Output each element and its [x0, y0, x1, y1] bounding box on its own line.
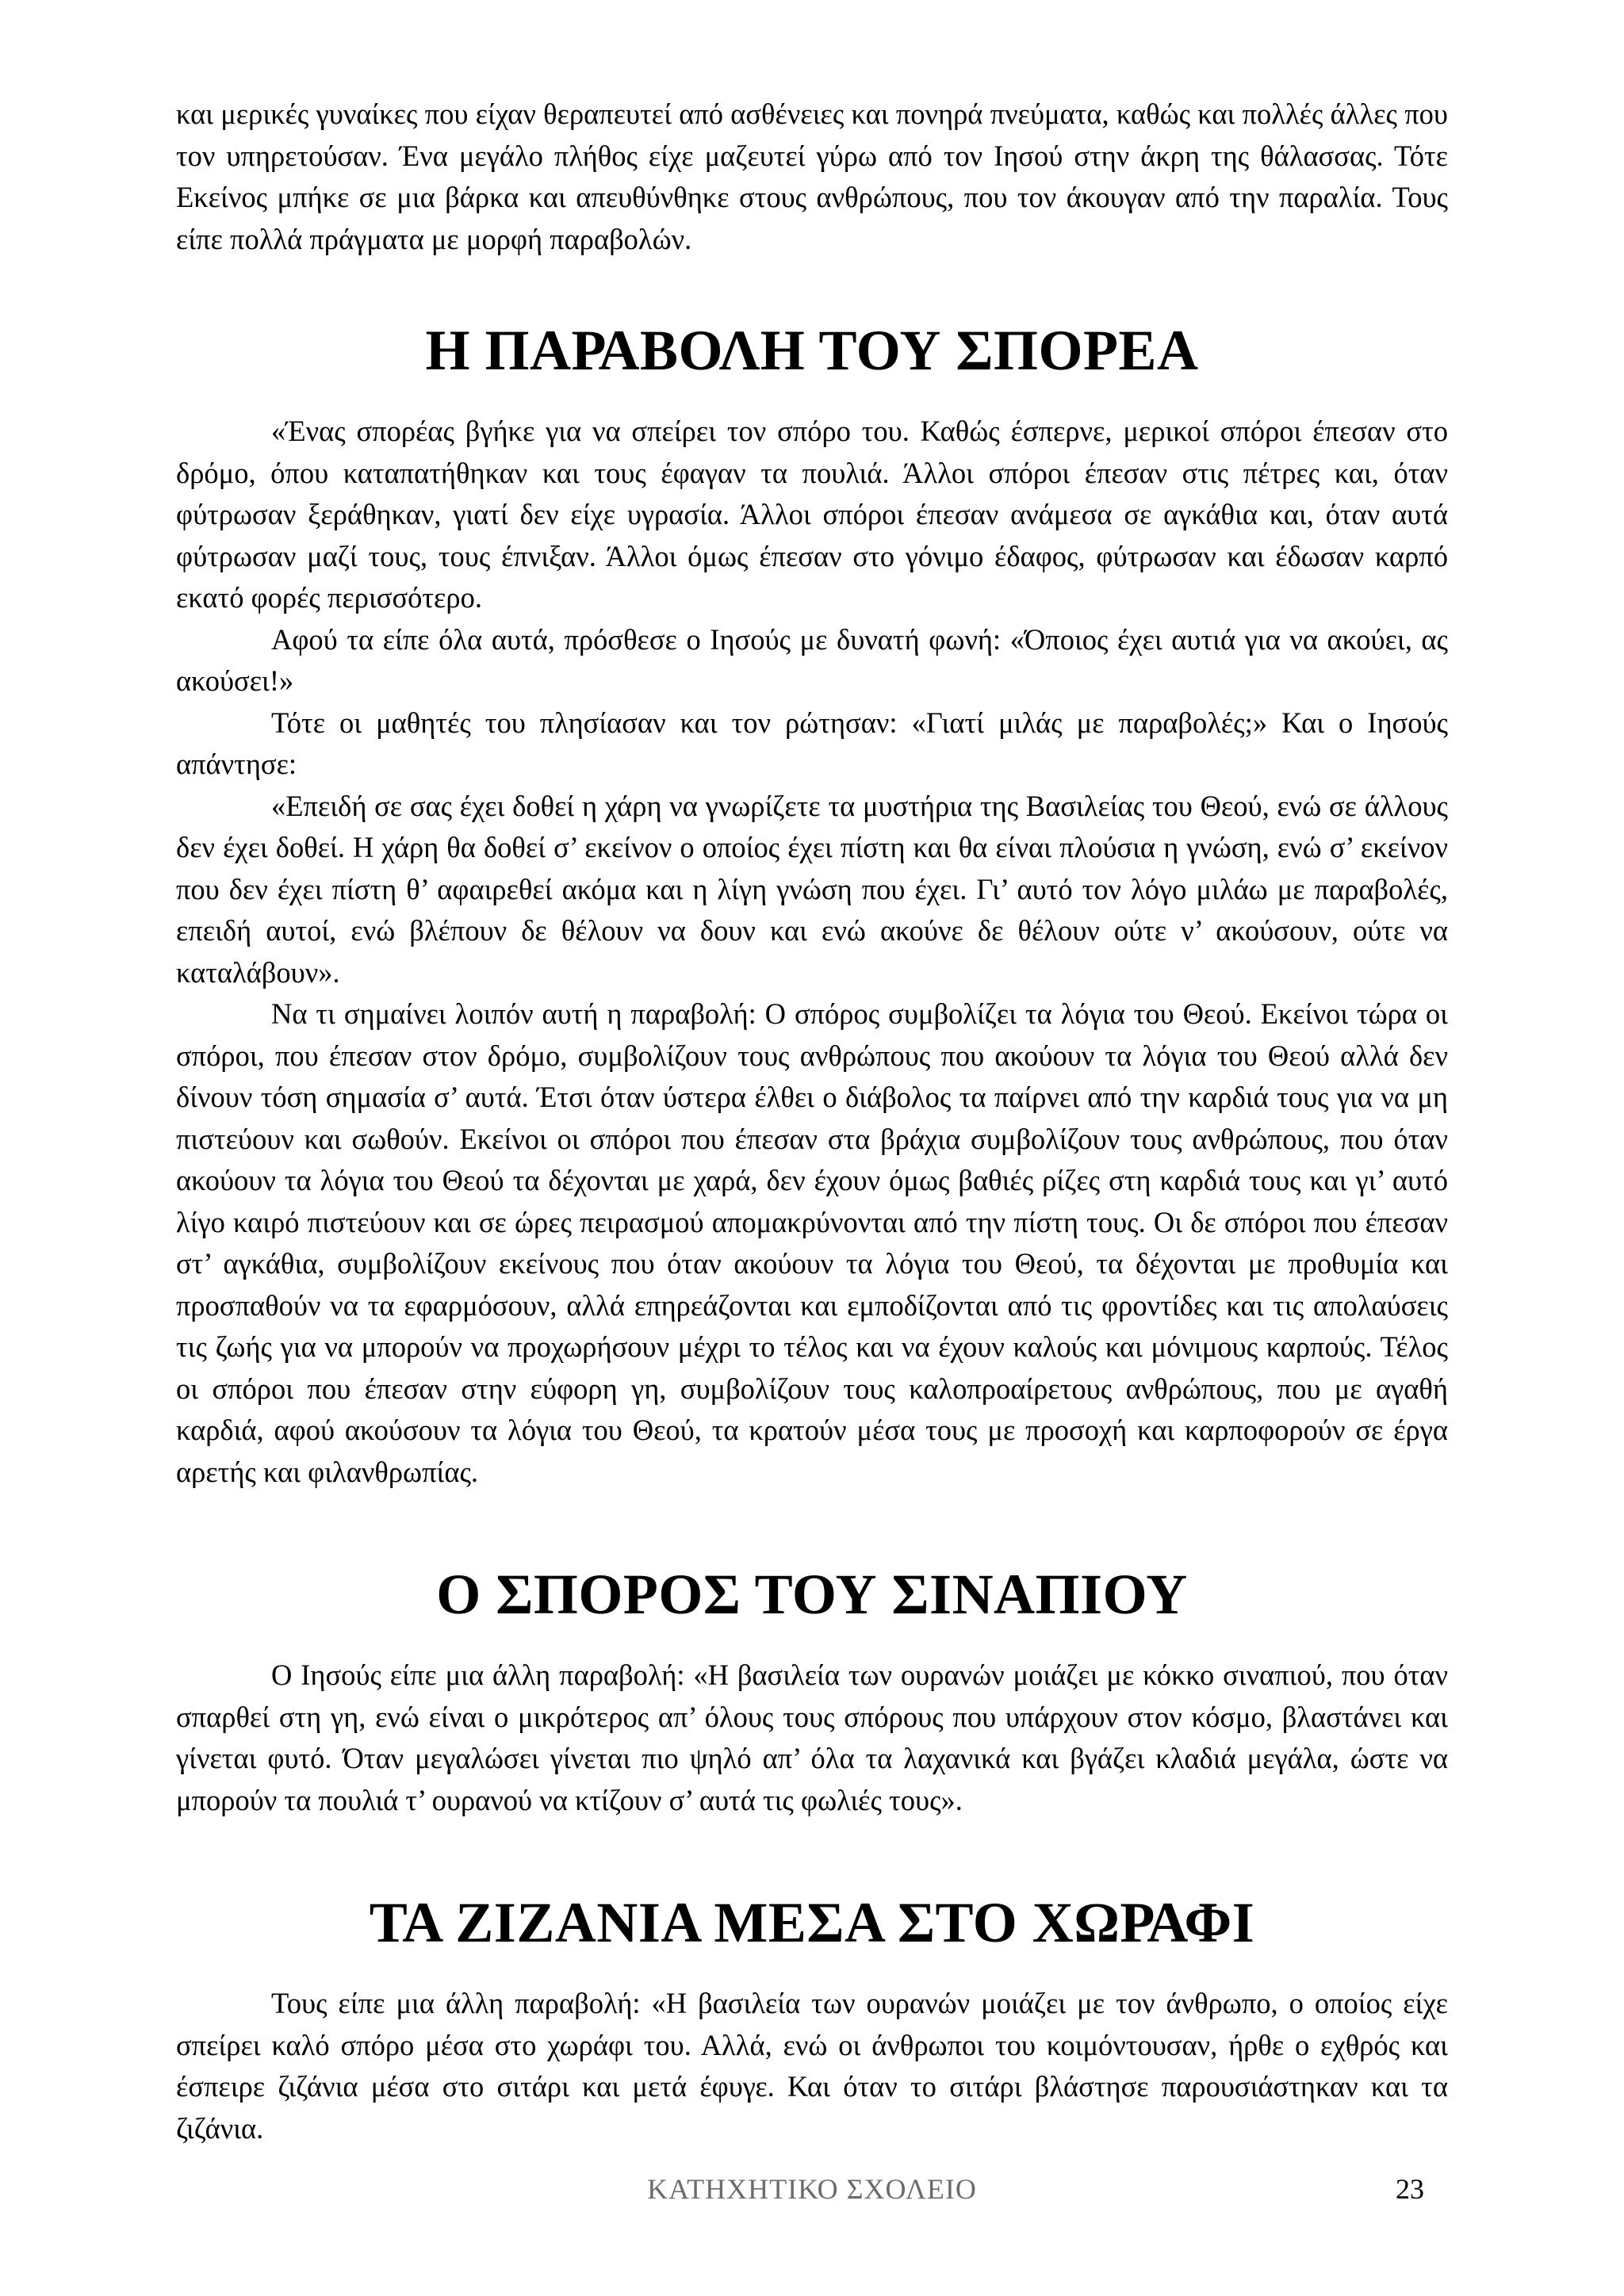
section-title-sower: Η ΠΑΡΑΒΟΛΗ ΤΟΥ ΣΠΟΡΕΑ: [425, 319, 1199, 382]
intro-paragraph: και μερικές γυναίκες που είχαν θεραπευτεί από ασθένειες και πονηρά πνεύματα, καθώς και πολλές άλλες που τον υπηρετούσαν. Ένα μεγάλο πλήθος είχε μαζευτεί γύρω από τον Ιησού στην άκρη της θάλασσας. Τότε Εκείνος μπήκε σε μια βάρκα και απευθύνθηκε στους ανθρώπους, που τον άκουγαν από την παραλία. Τους είπε πολλά πράγματα με μορφή παραβολών.: [176, 98, 1448, 255]
sower-paragraph-3: Τότε οι μαθητές του πλησίασαν και τον ρώτησαν: «Γιατί μιλάς με παραβολές;» Και ο Ιησούς απάντησε:: [176, 706, 1448, 780]
page-content: [176, 94, 1448, 2149]
section-title-tares: ΤΑ ΖΙΖΑΝΙΑ ΜΕΣΑ ΣΤΟ ΧΩΡΑΦΙ: [369, 1891, 1255, 1954]
page-footer: [0, 2169, 1624, 2209]
section-title-mustard: Ο ΣΠΟΡΟΣ ΤΟΥ ΣΙΝΑΠΙΟΥ: [436, 1563, 1188, 1626]
page-number: 23: [1396, 2173, 1424, 2205]
mustard-paragraph-1: Ο Ιησούς είπε μια άλλη παραβολή: «Η βασιλεία των ουρανών μοιάζει με κόκκο σιναπιού, που όταν σπαρθεί στη γη, ενώ είναι ο μικρότερος απ’ όλους τους σπόρους που υπάρχουν στον κόσμο, βλαστάνει και γίνεται φυτό. Όταν μεγαλώσει γίνεται πιο ψηλό απ’ όλα τα λαχανικά και βγάζει κλαδιά μεγάλα, ώστε να μπορούν τα πουλιά τ’ ουρανού να κτίζουν σ’ αυτά τις φωλιές τους».: [176, 1659, 1448, 1816]
sower-paragraph-4: «Επειδή σε σας έχει δοθεί η χάρη να γνωρίζετε τα μυστήρια της Βασιλείας του Θεού, ενώ σε άλλους δεν έχει δοθεί. Η χάρη θα δοθεί σ’ εκείνον ο οποίος έχει πίστη και θα είναι πλούσια η γνώση, ενώ σ’ εκείνον που δεν έχει πίστη θ’ αφαιρεθεί ακόμα και η λίγη γνώση που έχει. Γι’ αυτό τον λόγο μιλάω με παραβολές, επειδή αυτοί, ενώ βλέπουν δε θέλουν να δουν και ενώ ακούνε δε θέλουν ούτε ν’ ακούσουν, ούτε να καταλάβουν».: [176, 789, 1448, 989]
sower-paragraph-5: Να τι σημαίνει λοιπόν αυτή η παραβολή: Ο σπόρος συμβολίζει τα λόγια του Θεού. Εκείνοι τώρα οι σπόροι, που έπεσαν στον δρόμο, συμβολίζουν τους ανθρώπους που ακούουν τα λόγια του Θεού αλλά δεν δίνουν τόση σημασία σ’ αυτά. Έτσι όταν ύστερα έλθει ο διάβολος τα παίρνει από την καρδιά τους για να μη πιστεύουν και σωθούν. Εκείνοι οι σπόροι που έπεσαν στα βράχια συμβολίζουν τους ανθρώπους, που όταν ακούουν τα λόγια του Θεού τα δέχονται με χαρά, δεν έχουν όμως βαθιές ρίζες στη καρδιά τους και γι’ αυτό λίγο καιρό πιστεύουν και σε ώρες πειρασμού απομακρύνονται από την πίστη τους. Οι δε σπόροι που έπεσαν στ’ αγκάθια, συμβολίζουν εκείνους που όταν ακούουν τα λόγια του Θεού, τα δέχονται με προθυμία και προσπαθούν να τα εφαρμόσουν, αλλά επηρεάζονται και εμποδίζονται από τις φροντίδες και τις απολαύσεις τις ζωής για να μπορούν να προχωρήσουν μέχρι το τέλος και να έχουν καλούς και μόνιμους καρπούς. Τέλος οι σπόροι που έπεσαν στην εύφορη γη, συμβολίζουν τους καλοπροαίρετους ανθρώπους, που με αγαθή καρδιά, αφού ακούσουν τα λόγια του Θεού, τα κρατούν μέσα τους με προσοχή και καρποφορούν σε έργα αρετής και φιλανθρωπίας.: [176, 997, 1448, 1488]
sower-paragraph-2: Αφού τα είπε όλα αυτά, πρόσθεσε ο Ιησούς με δυνατή φωνή: «Όποιος έχει αυτιά για να ακούει, ας ακούσει!»: [176, 622, 1448, 697]
tares-paragraph-1: Τους είπε μια άλλη παραβολή: «Η βασιλεία των ουρανών μοιάζει με τον άνθρωπο, ο οποίος είχε σπείρει καλό σπόρο μέσα στο χωράφι του. Αλλά, ενώ οι άνθρωποι του κοιμόντουσαν, ήρθε ο εχθρός και έσπειρε ζιζάνια μέσα στο σιτάρι και μετά έφυγε. Και όταν το σιτάρι βλάστησε παρουσιάστηκαν και τα ζιζάνια.: [176, 1987, 1448, 2145]
sower-paragraph-1: «Ένας σπορέας βγήκε για να σπείρει τον σπόρο του. Καθώς έσπερνε, μερικοί σπόροι έπεσαν στο δρόμο, όπου καταπατήθηκαν και τους έφαγαν τα πουλιά. Άλλοι σπόροι έπεσαν στις πέτρες και, όταν φύτρωσαν ξεράθηκαν, γιατί δεν είχε υγρασία. Άλλοι σπόροι έπεσαν ανάμεσα σε αγκάθια και, όταν αυτά φύτρωσαν μαζί τους, τους έπνιξαν. Άλλοι όμως έπεσαν στο γόνιμο έδαφος, φύτρωσαν και έδωσαν καρπό εκατό φορές περισσότερο.: [176, 415, 1448, 614]
footer-school-label: ΚΑΤΗΧΗΤΙΚΟ ΣΧΟΛΕΙΟ: [647, 2173, 977, 2205]
